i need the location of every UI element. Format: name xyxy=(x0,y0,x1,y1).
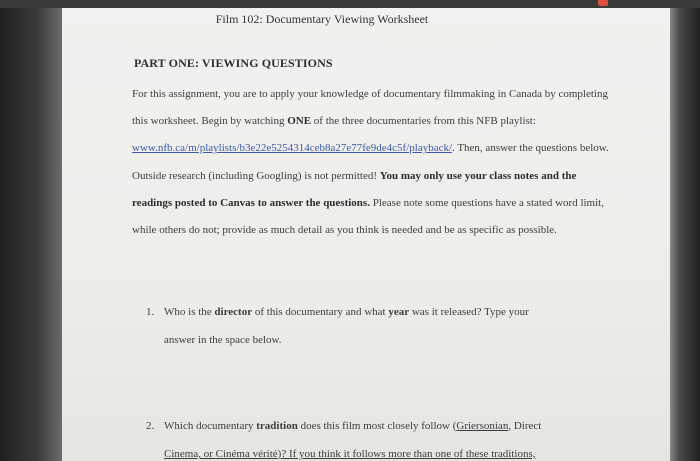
question-number: 2. xyxy=(146,420,155,432)
intro-text-3: . Then, answer the questions below. Outside research (including Googling) is not permitted! xyxy=(132,142,609,182)
section-title: PART ONE: VIEWING QUESTIONS xyxy=(134,56,333,70)
question-1-line-1 xyxy=(146,298,606,326)
question-1-director: director xyxy=(214,306,253,318)
intro-text-1: For this assignment, you are to apply your knowledge of documentary filmmaking in Canada by completing this worksheet. Begin by watching xyxy=(132,88,608,128)
question-1-year: year xyxy=(388,306,410,318)
question-1-text-c: of this documentary and what xyxy=(252,306,389,318)
intro-one: ONE xyxy=(287,115,312,128)
document-header-title: Film 102: Documentary Viewing Worksheet xyxy=(215,12,429,26)
question-2-griersonian: Griersonian xyxy=(456,420,509,432)
question-2-text-c: does this film most closely follow ( xyxy=(297,420,457,432)
question-1-line-2: answer in the space below. xyxy=(164,334,282,346)
question-1 xyxy=(146,298,606,354)
question-2-line2-c: )? If you think it follows more than one of these traditions, xyxy=(277,448,536,460)
top-bar xyxy=(0,0,700,8)
question-2-cinema-verite: Cinéma vérité xyxy=(215,448,278,460)
question-2-text-e: , Direct xyxy=(508,420,542,432)
intro-paragraph xyxy=(132,81,612,244)
question-2 xyxy=(146,412,626,461)
question-2-line-2 xyxy=(146,440,626,461)
right-border xyxy=(670,8,700,461)
question-number: 1. xyxy=(146,306,155,318)
question-2-text-a: Which documentary xyxy=(164,420,257,432)
question-2-line2-a: Cinema, or xyxy=(164,448,216,460)
question-2-tradition: tradition xyxy=(256,420,298,432)
question-1-text-a: Who is the xyxy=(164,306,215,318)
document-page xyxy=(62,8,670,461)
intro-text-2: of the three documentaries from this NFB playlist: xyxy=(311,115,536,128)
left-border xyxy=(0,8,62,461)
intro-text-4: Please note some questions have a stated word limit, while others do not; provide as much detail as you think is needed and be as specific as possible. xyxy=(132,196,604,237)
nfb-playlist-link[interactable]: www.nfb.ca/m/playlists/b3e22e5254314ceb8a27e77fe9de4c5f/playback/ xyxy=(132,142,453,155)
question-1-text-e: was it released? Type your xyxy=(409,306,529,318)
red-indicator xyxy=(598,0,608,6)
intro-bold-note: You may only use your class notes and the readings posted to Canvas to answer the questions. xyxy=(132,169,577,209)
question-2-line-1 xyxy=(146,412,626,440)
